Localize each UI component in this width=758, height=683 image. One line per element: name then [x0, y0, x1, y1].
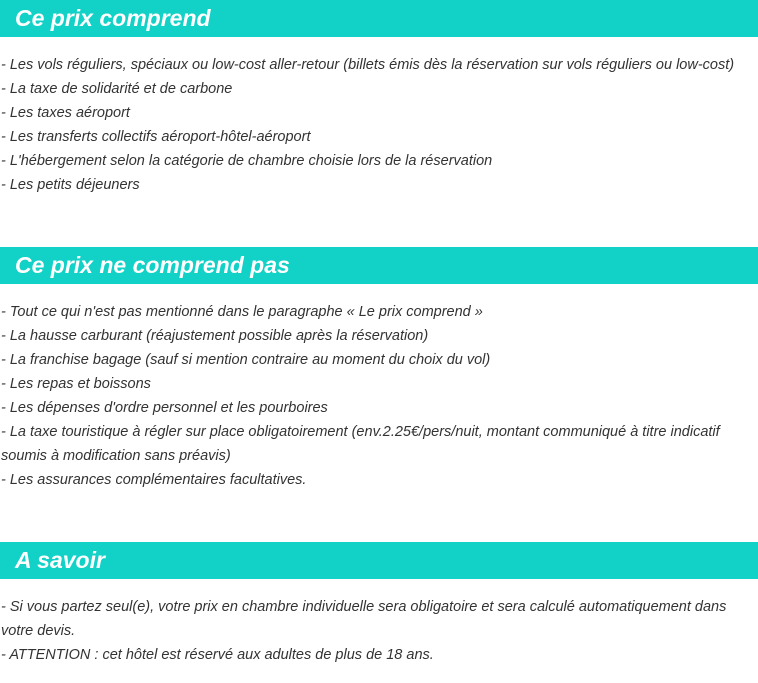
- list-item: - La taxe de solidarité et de carbone: [1, 81, 233, 97]
- list-item: - Tout ce qui n'est pas mentionné dans le paragraphe « Le prix comprend »: [1, 304, 483, 320]
- list-item: - Les dépenses d'ordre personnel et les pourboires: [1, 400, 328, 416]
- list-item: - La taxe touristique à régler sur place obligatoirement (env.2.25€/pers/nuit, montant communiqué à titre indicatif soumis à modification sans préavis): [1, 424, 720, 464]
- section-header-included: Ce prix comprend: [0, 0, 758, 37]
- list-item: - Les transferts collectifs aéroport-hôtel-aéroport: [1, 129, 311, 145]
- list-item: - L'hébergement selon la catégorie de chambre choisie lors de la réservation: [1, 153, 493, 169]
- list-item: - Les assurances complémentaires facultatives.: [1, 472, 307, 488]
- list-item: - Les taxes aéroport: [1, 105, 130, 121]
- list-item: - Les vols réguliers, spéciaux ou low-cost aller-retour (billets émis dès la réservation sur vols réguliers ou low-cost): [1, 57, 735, 73]
- good-to-know-list: [0, 595, 758, 667]
- included-list: [0, 53, 758, 197]
- list-item: - Si vous partez seul(e), votre prix en chambre individuelle sera obligatoire et sera calculé automatiquement dans votre devis.: [1, 599, 727, 639]
- list-item: - Les petits déjeuners: [1, 177, 140, 193]
- not-included-list: [0, 300, 758, 492]
- list-item: - Les repas et boissons: [1, 376, 151, 392]
- section-header-good-to-know: A savoir: [0, 542, 758, 579]
- list-item: - ATTENTION : cet hôtel est réservé aux adultes de plus de 18 ans.: [1, 647, 434, 663]
- list-item: - La hausse carburant (réajustement possible après la réservation): [1, 328, 429, 344]
- list-item: - La franchise bagage (sauf si mention contraire au moment du choix du vol): [1, 352, 491, 368]
- section-header-not-included: Ce prix ne comprend pas: [0, 247, 758, 284]
